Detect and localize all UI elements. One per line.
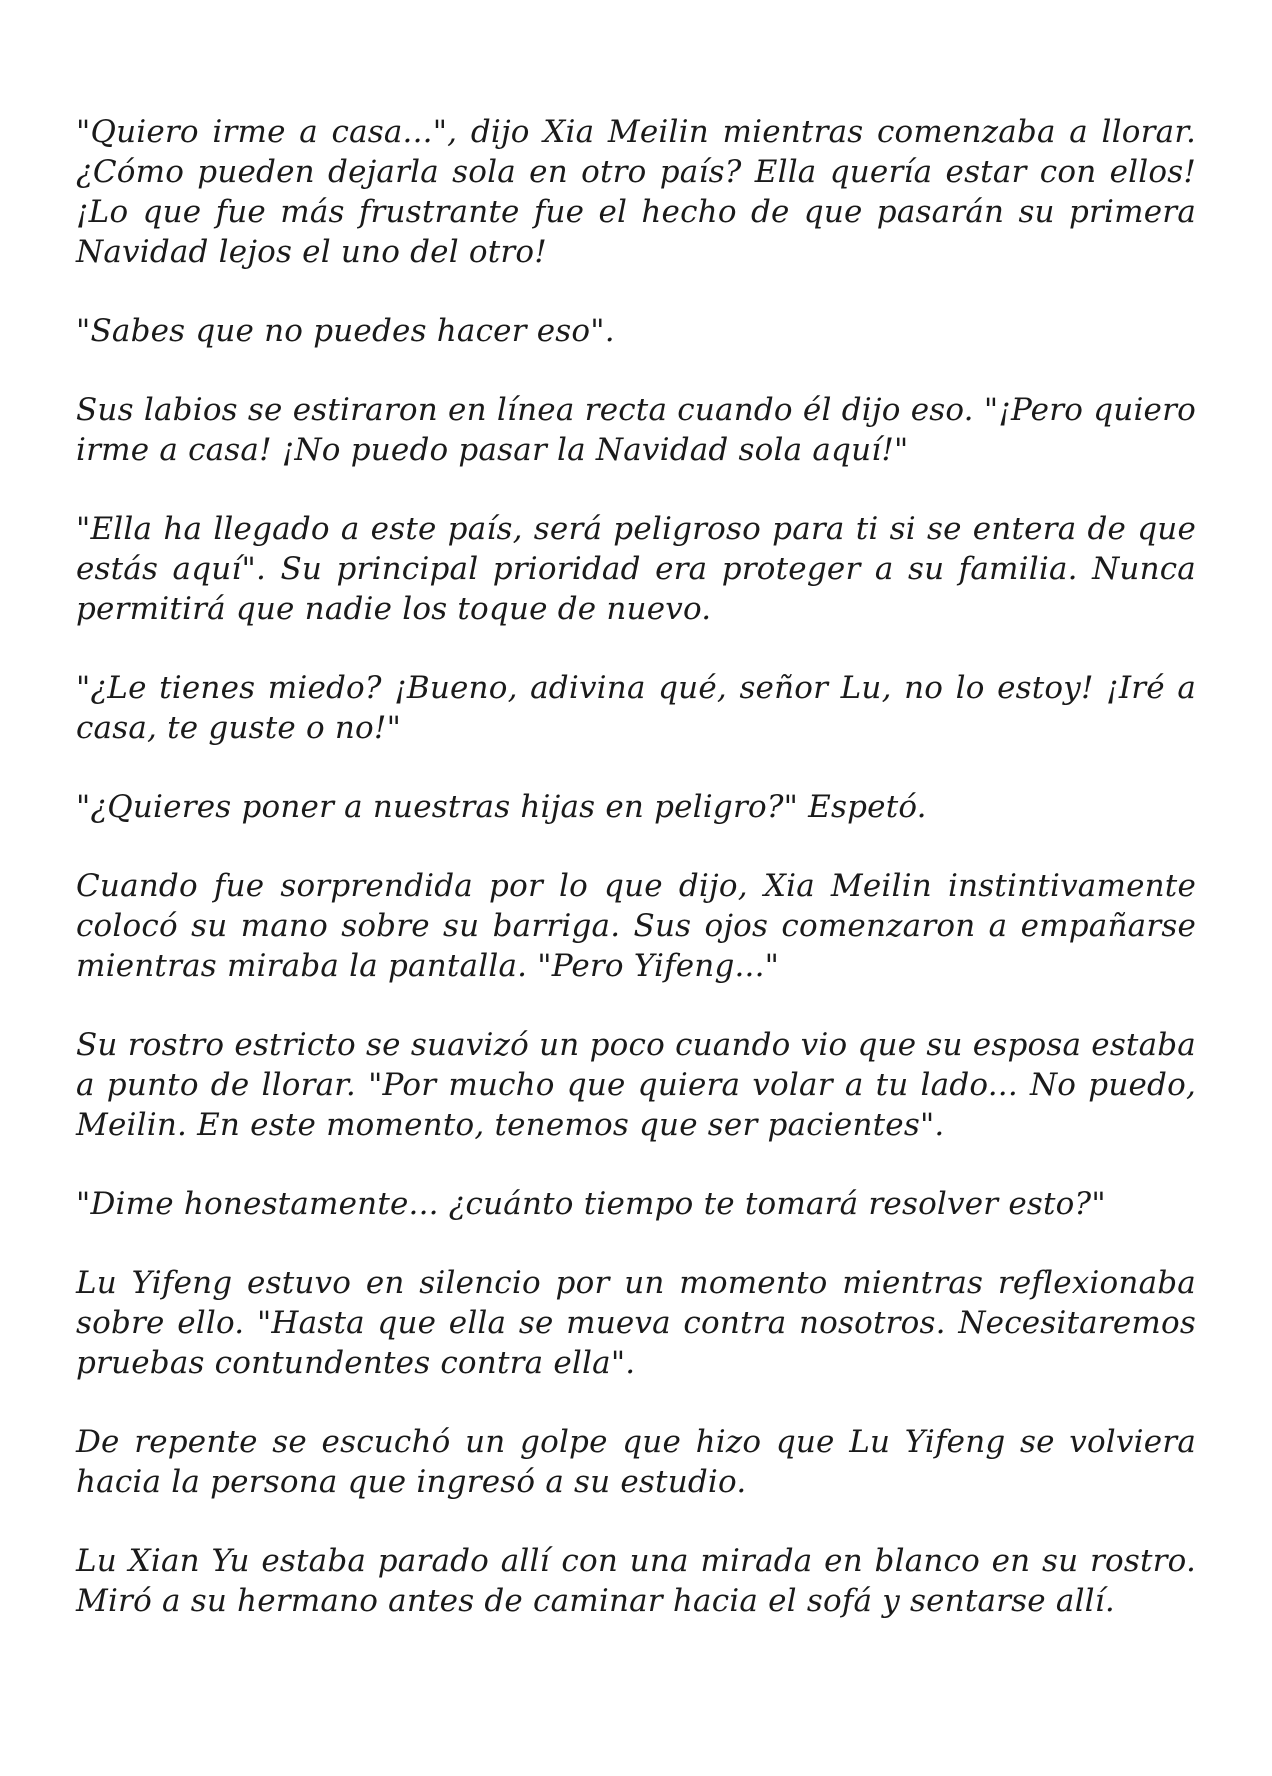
paragraph-2: "Sabes que no puedes hacer eso". <box>76 313 615 349</box>
paragraph-11: De repente se escuchó un golpe que hizo que Lu Yifeng se volviera hacia la persona que ingresó a su estudio. <box>76 1424 1196 1500</box>
paragraph-8: Su rostro estricto se suavizó un poco cuando vio que su esposa estaba a punto de llorar. "Por mucho que quiera volar a tu lado... No puedo, Meilin. En este momento, tenemos que ser pacientes". <box>76 1027 1196 1143</box>
paragraph-4: "Ella ha llegado a este país, será peligroso para ti si se entera de que estás aquí". Su principal prioridad era proteger a su familia. Nunca permitirá que nadie los toque de nuevo. <box>76 511 1196 627</box>
paragraph-5: "¿Le tienes miedo? ¡Bueno, adivina qué, señor Lu, no lo estoy! ¡Iré a casa, te guste o no!" <box>76 670 1196 746</box>
paragraph-10: Lu Yifeng estuvo en silencio por un momento mientras reflexionaba sobre ello. "Hasta que ella se mueva contra nosotros. Necesitaremos pruebas contundentes contra ella". <box>76 1265 1196 1381</box>
paragraph-6: "¿Quieres poner a nuestras hijas en peligro?" Espetó. <box>76 789 927 825</box>
paragraph-12: Lu Xian Yu estaba parado allí con una mirada en blanco en su rostro. Miró a su hermano antes de caminar hacia el sofá y sentarse allí. <box>76 1543 1196 1619</box>
paragraph-9: "Dime honestamente... ¿cuánto tiempo te tomará resolver esto?" <box>76 1186 1106 1222</box>
paragraph-1: "Quiero irme a casa...", dijo Xia Meilin mientras comenzaba a llorar. ¿Cómo pueden dejarla sola en otro país? Ella quería estar con ellos! ¡Lo que fue más frustrante fue el hecho de que pasarán su primera Navidad lejos el uno del otro! <box>76 114 1196 270</box>
paragraph-7: Cuando fue sorprendida por lo que dijo, Xia Meilin instintivamente colocó su mano sobre su barriga. Sus ojos comenzaron a empañarse mientras miraba la pantalla. "Pero Yifeng..." <box>76 868 1196 984</box>
paragraph-3: Sus labios se estiraron en línea recta cuando él dijo eso. "¡Pero quiero irme a casa! ¡No puedo pasar la Navidad sola aquí!" <box>76 392 1196 468</box>
